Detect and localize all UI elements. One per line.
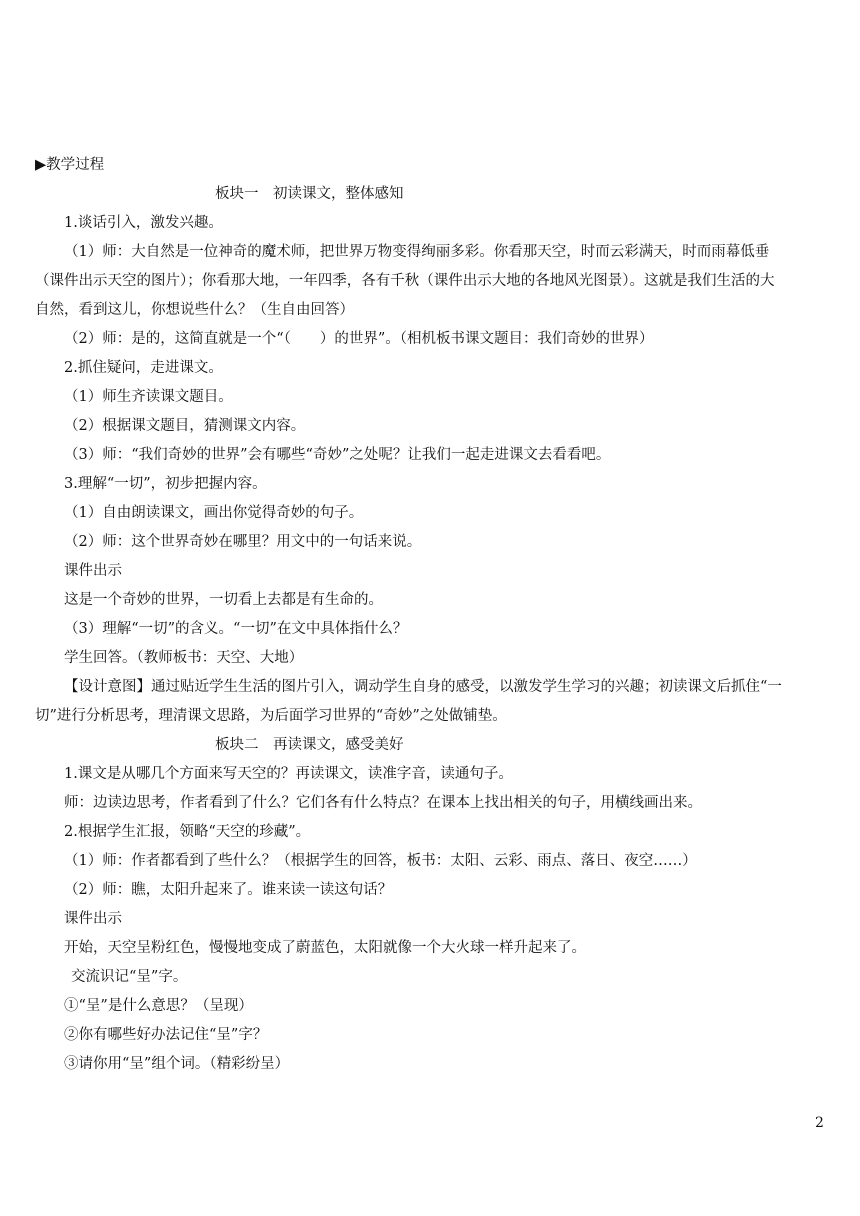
block1-para1-line1: （1）师：大自然是一位神奇的魔术师，把世界万物变得绚丽多彩。你看那天空，时而云彩满天，时而雨幕低垂 — [64, 244, 770, 260]
block1-item2-3: （3）师：“我们奇妙的世界”会有哪些“奇妙”之处呢？让我们一起走进课文去看看吧。 — [64, 447, 611, 463]
block2-item2-1: （1）师：作者都看到了些什么？（根据学生的回答，板书：太阳、云彩、雨点、落日、夜空……） — [64, 853, 697, 869]
block2-question2: ②你有哪些好办法记住“呈”字？ — [64, 1027, 268, 1043]
design-intent-line1: 【设计意图】通过贴近学生生活的图片引入，调动学生自身的感受，以激发学生学习的兴趣；初读课文后抓住“一 — [64, 679, 782, 695]
block1-item2-1: （1）师生齐读课文题目。 — [64, 389, 233, 405]
block1-item1: 1.谈话引入，激发兴趣。 — [64, 215, 223, 231]
block1-para1-line2: （课件出示天空的图片）；你看那大地，一年四季，各有千秋（课件出示大地的各地风光图景）。这就是我们生活的大 — [35, 273, 775, 289]
block2-teacher-prompt: 师：边读边思考，作者看到了什么？它们各有什么特点？在课本上找出相关的句子，用横线画出来。 — [64, 795, 702, 811]
block1-courseware-label: 课件出示 — [64, 563, 122, 579]
block1-item2: 2.抓住疑问，走进课文。 — [64, 360, 223, 376]
block1-item2-2: （2）根据课文题目，猜测课文内容。 — [64, 418, 306, 434]
block1-para1-line3: 自然，看到这儿，你想说些什么？（生自由回答） — [35, 302, 354, 318]
block1-courseware-text: 这是一个奇妙的世界，一切看上去都是有生命的。 — [64, 592, 383, 608]
block2-question1: ①“呈”是什么意思？（呈现） — [64, 998, 253, 1014]
block2-item2: 2.根据学生汇报，领略“天空的珍藏”。 — [64, 824, 311, 840]
design-intent-line2: 切”进行分析思考，理清课文思路，为后面学习世界的“奇妙”之处做铺垫。 — [35, 708, 507, 724]
block2-title: 板块二 再读课文，感受美好 — [215, 737, 404, 753]
block1-para2: （2）师：是的，这简直就是一个“（ ）的世界”。（相机板书课文题目：我们奇妙的世界） — [64, 331, 654, 347]
block2-courseware-text: 开始，天空呈粉红色，慢慢地变成了蔚蓝色，太阳就像一个大火球一样升起来了。 — [64, 940, 586, 956]
block1-student-answer: 学生回答。（教师板书：天空、大地） — [64, 650, 304, 666]
block2-exchange: 交流识记“呈”字。 — [71, 969, 188, 985]
block2-item1: 1.课文是从哪几个方面来写天空的？再读课文，读准字音，读通句子。 — [64, 766, 513, 782]
block1-item3-1: （1）自由朗读课文，画出你觉得奇妙的句子。 — [64, 505, 364, 521]
block1-item3: 3.理解“一切”，初步把握内容。 — [64, 476, 267, 492]
block2-question3: ③请你用“呈”组个词。（精彩纷呈） — [64, 1056, 290, 1072]
block2-courseware-label: 课件出示 — [64, 911, 122, 927]
block1-item3-2: （2）师：这个世界奇妙在哪里？用文中的一句话来说。 — [64, 534, 422, 550]
block1-title: 板块一 初读课文，整体感知 — [215, 186, 404, 202]
block1-item3-3: （3）理解“一切”的含义。“一切”在文中具体指什么？ — [64, 621, 408, 637]
section-heading: ▶教学过程 — [35, 157, 105, 173]
block2-item2-2: （2）师：瞧，太阳升起来了。谁来读一读这句话？ — [64, 882, 393, 898]
page-number: 2 — [815, 1115, 824, 1131]
